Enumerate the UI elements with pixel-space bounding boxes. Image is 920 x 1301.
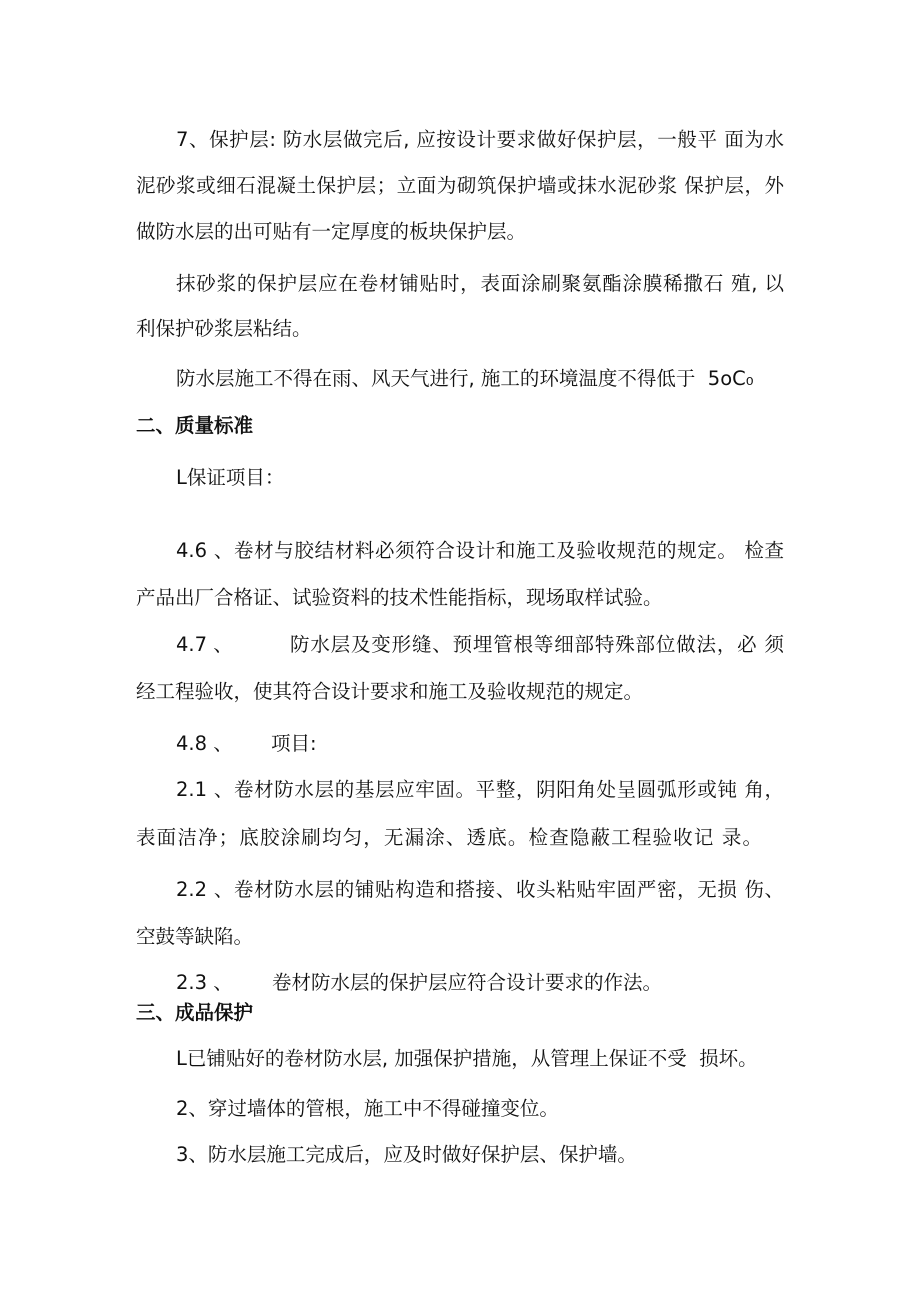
item47-line1: 防水层及变形缝、预埋管根等细部特殊部位做法，必 须 (290, 633, 784, 656)
section-heading-quality: 二、质量标准 (136, 414, 254, 437)
item21-line2: 表面洁净；底胶涂刷均匀，无漏涂、透底。检查隐蔽工程验收记 录。 (136, 826, 762, 849)
item21-line1: 2.1 、卷材防水层的基层应牢固。平整，阴阳角处呈圆弧形或钝 角， (176, 778, 784, 801)
item23-text: 卷材防水层的保护层应符合设计要求的作法。 (272, 971, 663, 994)
protection-item3: 3、防水层施工完成后，应及时做好保护层、保护墙。 (176, 1143, 637, 1166)
item47-line2: 经工程验收，使其符合设计要求和施工及验收规范的规定。 (136, 680, 644, 703)
protection-item1: L已铺贴好的卷材防水层, 加强保护措施，从管理上保证不受 损坏。 (176, 1047, 758, 1070)
item46-line1: 4.6 、卷材与胶结材料必须符合设计和施工及验收规范的规定。 检查 (176, 539, 784, 562)
item7-line2: 泥砂浆或细石混凝土保护层；立面为砌筑保护墙或抹水泥砂浆 保护层，外 (136, 174, 784, 197)
protection-item2: 2、穿过墙体的管根，施工中不得碰撞变位。 (176, 1097, 559, 1120)
item46-line2: 产品出厂合格证、试验资料的技术性能指标，现场取样试验。 (136, 586, 663, 609)
item22-line1: 2.2 、卷材防水层的铺贴构造和搭接、收头粘贴牢固严密，无损 伤、 (176, 878, 784, 901)
item7-line3: 做防水层的出可贴有一定厚度的板块保护层。 (136, 220, 527, 243)
item22-line2: 空鼓等缺陷。 (136, 925, 254, 948)
section-heading-protection: 三、成品保护 (136, 1001, 254, 1024)
item47-number: 4.7 、 (176, 633, 233, 656)
item48-text: 项目: (271, 732, 317, 755)
mortar-line2: 利保护砂浆层粘结。 (136, 317, 312, 340)
item48-number: 4.8 、 (176, 732, 233, 755)
item7-line1: 7、保护层: 防水层做完后, 应按设计要求做好保护层，一般平 面为水 (176, 128, 784, 151)
guarantee-label: L保证项目： (176, 466, 285, 489)
mortar-line1: 抹砂浆的保护层应在卷材铺贴时，表面涂刷聚氨酯涂膜稀撒石 殖, 以 (176, 272, 784, 295)
weather-paragraph: 防水层施工不得在雨、风天气进行, 施工的环境温度不得低于 5oC₀ (176, 367, 754, 390)
item23-number: 2.3 、 (176, 971, 233, 994)
